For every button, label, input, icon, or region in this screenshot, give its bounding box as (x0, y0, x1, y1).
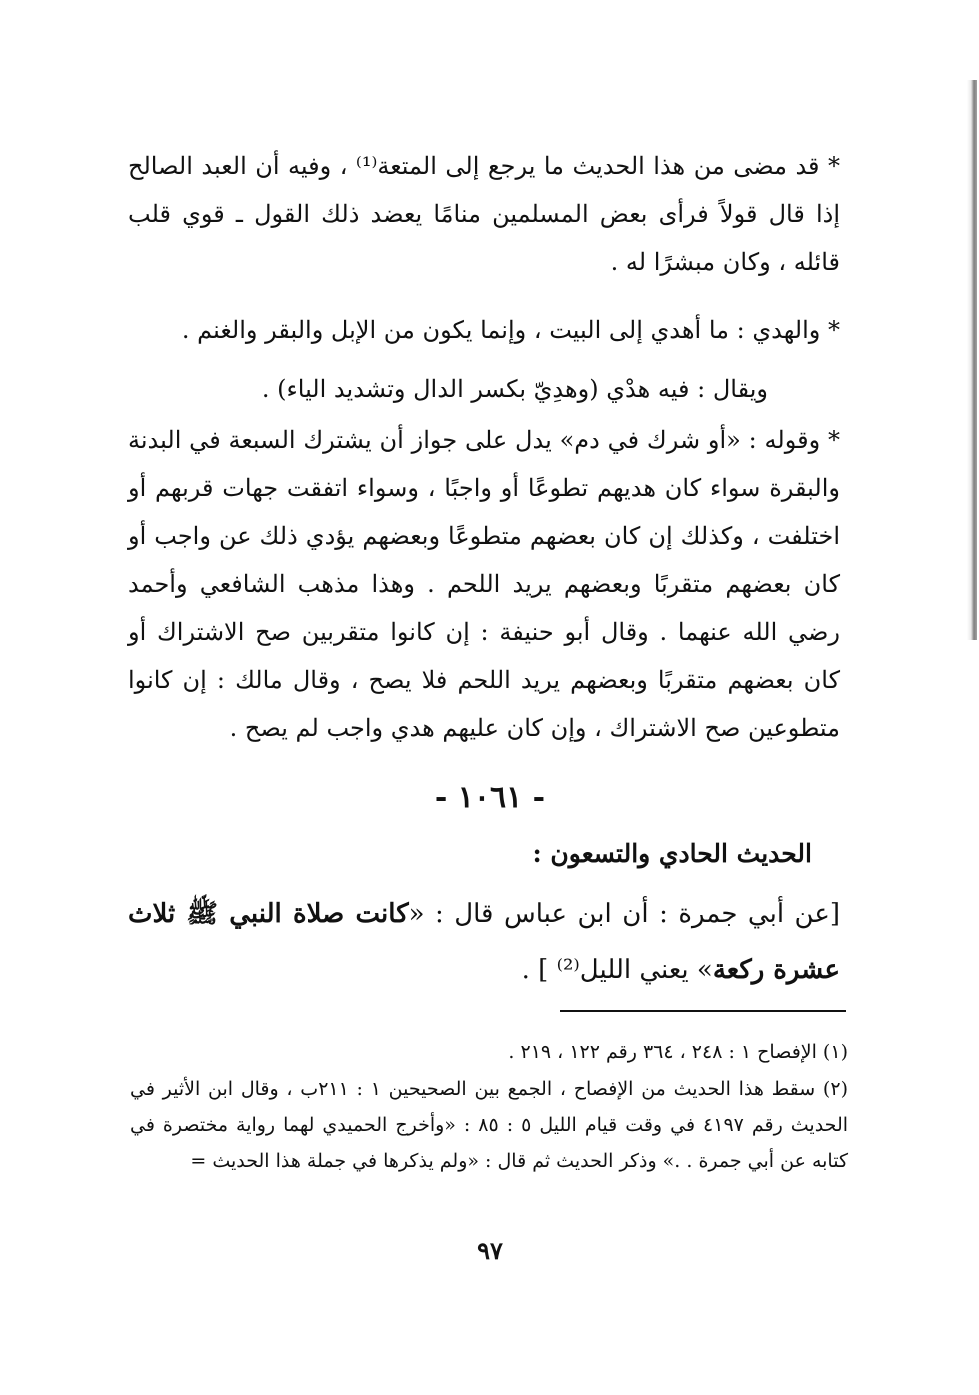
scan-binding-shadow (967, 80, 977, 640)
hadith-matn: كانت صلاة النبي ﷺ ثلاث عشرة ركعة (128, 899, 840, 985)
footnote-1: (١) الإفصاح ١ : ٢٤٨ ، ٣٦٤ رقم ١٢٢ ، ٢١٩ . (508, 1041, 848, 1063)
paragraph-sharing-sacrifice: * وقوله : «أو شرك في دم» يدل على جواز أن يشترك السبعة في البدنة والبقرة سواء كان هديهم تطوعًا أو واجبًا ، وسواء اتفقت جهات قربهم أو اختلفت ، وكذلك إن كان بعضهم متطوعًا وبعضهم يؤدي ذلك عن واجب أو كان بعضهم متقربًا وبعضهم يريد اللحم . وهذا مذهب الشافعي وأحمد رضي الله عنهما . وقال أبو حنيفة : إن كانوا متقربين صح الاشتراك أو كان بعضهم متقربًا وبعضهم يريد اللحم فلا يصح ، وقال مالك : إن كانوا متطوعين صح الاشتراك ، وإن كان عليهم هدي واجب لم يصح . (128, 426, 840, 742)
footnote-divider (560, 1010, 846, 1012)
paragraph-hady-pronunciation: ويقال : فيه هدْي (وهدِيّ بكسر الدال وتشديد الياء) . (261, 375, 768, 403)
hadith-text (128, 886, 840, 998)
hadith-outro: » يعني الليل⁽²⁾ ] . (521, 955, 713, 985)
hadith-intro: [عن أبي جمرة : أن ابن عباس قال : « (408, 899, 840, 929)
hadith-number: - ١٠٦١ - (434, 780, 546, 815)
paragraph-hady-definition: * والهدي : ما أهدي إلى البيت ، وإنما يكون من الإبل والبقر والغنم . (181, 316, 840, 344)
footnote-2: (٢) سقط هذا الحديث من الإفصاح ، الجمع بين الصحيحين ١ : ٢١١ب ، وقال ابن الأثير في الحديث رقم ٤١٩٧ في وقت قيام الليل ٥ : ٨٥ : «وأخرج الحميدي لهما رواية مختصرة في كتابه عن أبي جمرة . .» وذكر الحديث ثم قال : «ولم يذكرها في جملة هذا الحديث = (130, 1078, 849, 1172)
paragraph-mutah: * قد مضى من هذا الحديث ما يرجع إلى المتعة⁽¹⁾ ، وفيه أن العبد الصالح إذا قال قولاً فرأى بعض المسلمين منامًا يعضد ذلك القول ـ قوي قلب قائله ، وكان مبشرًا له . (128, 152, 841, 276)
hadith-heading: الحديث الحادي والتسعون : (532, 839, 812, 868)
page-number: ٩٧ (477, 1236, 503, 1265)
